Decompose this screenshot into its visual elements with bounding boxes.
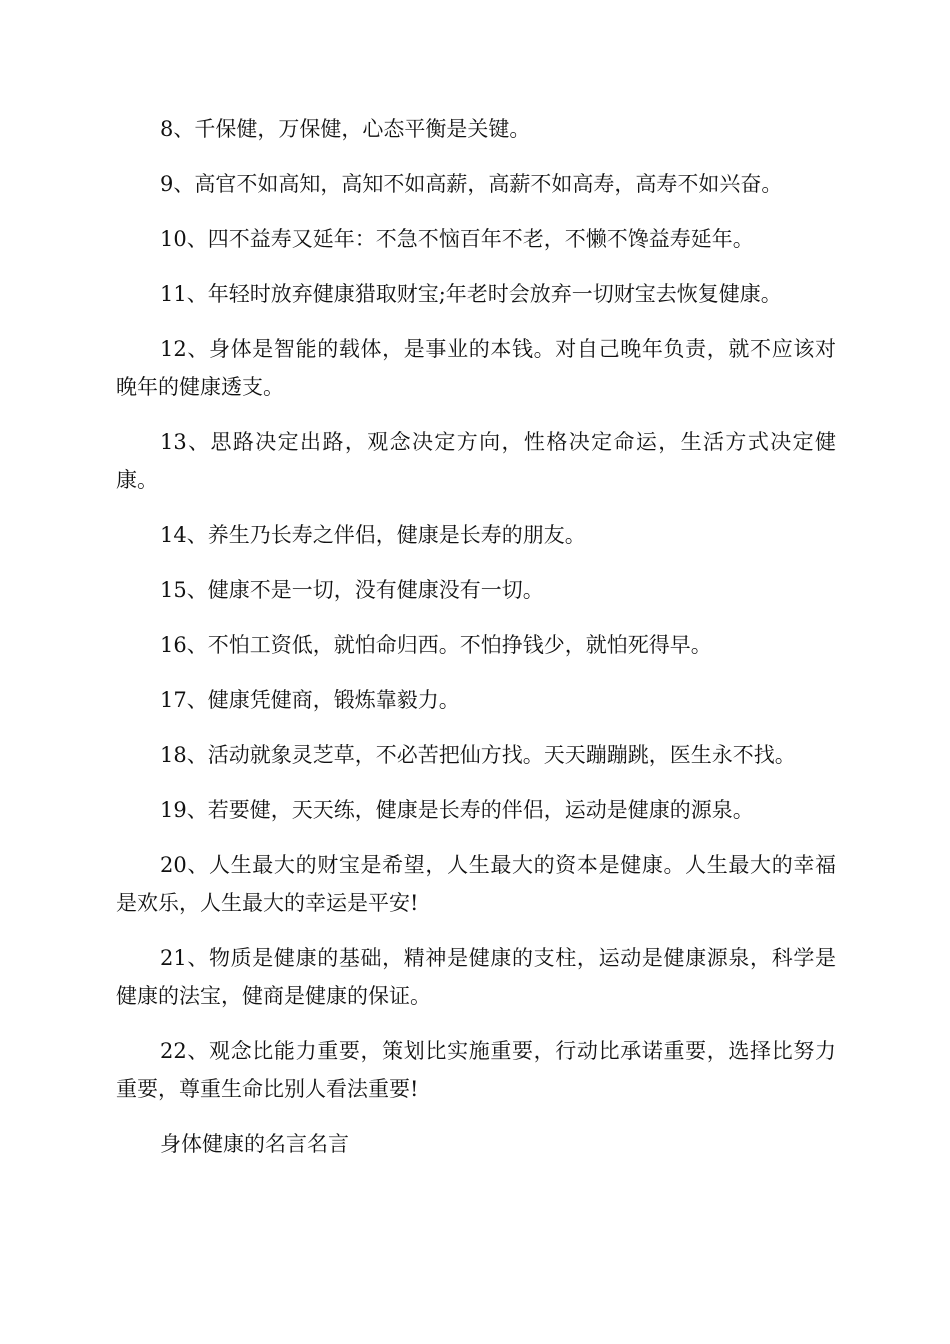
quote-paragraph-20: 20、人生最大的财宝是希望，人生最大的资本是健康。人生最大的幸福是欢乐，人生最大的幸运是平安! bbox=[116, 853, 836, 915]
quote-paragraph-12: 12、身体是智能的载体，是事业的本钱。对自己晚年负责，就不应该对晚年的健康透支。 bbox=[116, 337, 836, 399]
section-heading: 身体健康的名言名言 bbox=[160, 1132, 349, 1156]
quote-paragraph-11: 11、年轻时放弃健康猎取财宝;年老时会放弃一切财宝去恢复健康。 bbox=[160, 282, 782, 306]
quote-paragraph-14: 14、养生乃长寿之伴侣，健康是长寿的朋友。 bbox=[160, 523, 586, 547]
quote-paragraph-8: 8、千保健，万保健，心态平衡是关键。 bbox=[160, 117, 531, 141]
quote-paragraph-13: 13、思路决定出路，观念决定方向，性格决定命运，生活方式决定健康。 bbox=[116, 430, 836, 492]
quote-paragraph-15: 15、健康不是一切，没有健康没有一切。 bbox=[160, 578, 544, 602]
quote-paragraph-21: 21、物质是健康的基础，精神是健康的支柱，运动是健康源泉，科学是健康的法宝，健商是健康的保证。 bbox=[116, 946, 836, 1008]
document-body bbox=[116, 110, 836, 1180]
quote-paragraph-18: 18、活动就象灵芝草，不必苦把仙方找。天天蹦蹦跳，医生永不找。 bbox=[160, 743, 796, 767]
quote-paragraph-9: 9、高官不如高知，高知不如高薪，高薪不如高寿，高寿不如兴奋。 bbox=[160, 172, 783, 196]
quote-paragraph-16: 16、不怕工资低，就怕命归西。不怕挣钱少，就怕死得早。 bbox=[160, 633, 712, 657]
quote-paragraph-22: 22、观念比能力重要，策划比实施重要，行动比承诺重要，选择比努力重要，尊重生命比别人看法重要! bbox=[116, 1039, 836, 1101]
quote-paragraph-19: 19、若要健，天天练，健康是长寿的伴侣，运动是健康的源泉。 bbox=[160, 798, 754, 822]
quote-paragraph-17: 17、健康凭健商，锻炼靠毅力。 bbox=[160, 688, 460, 712]
quote-paragraph-10: 10、四不益寿又延年：不急不恼百年不老，不懒不馋益寿延年。 bbox=[160, 227, 754, 251]
